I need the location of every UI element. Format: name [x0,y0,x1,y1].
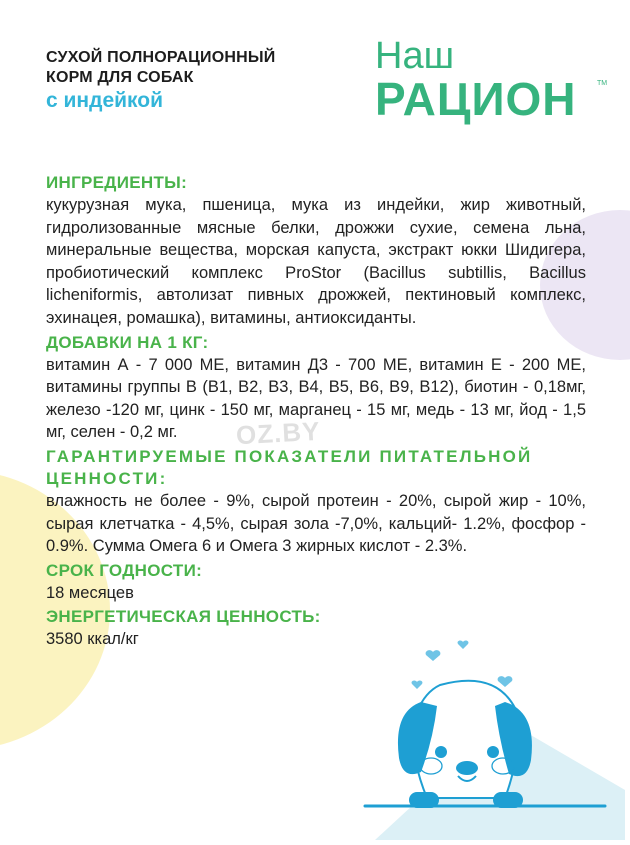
guaranteed-title: ГАРАНТИРУЕМЫЕ ПОКАЗАТЕЛИ ПИТАТЕЛЬНОЙ ЦЕННОСТИ: [46,446,533,488]
brand-logo [375,35,608,125]
logo-trademark: TM [597,80,608,87]
additives-text: витамин А - 7 000 МЕ, витамин Д3 - 700 МЕ, витамин Е - 200 МЕ, витамины группы В (В1, В2, В3, В4, В5, В6, В9, В12), биотин - 0,18мг, железо -120 мг, цинк - 150 мг, марганец - 15 мг, медь - 13 мг, йод - 1,5 мг, селен - 0,2 мг. [46,355,586,442]
energy-title: ЭНЕРГЕТИЧЕСКАЯ ЦЕННОСТЬ: [46,607,321,627]
product-header [46,48,275,114]
label-content [46,172,586,653]
logo-line-1: Наш [375,35,455,77]
header-line-1: СУХОЙ ПОЛНОРАЦИОННЫЙ [46,49,276,66]
shelf-life-title: СРОК ГОДНОСТИ: [46,560,203,580]
ingredients-title: ИНГРЕДИЕНТЫ: [46,173,188,192]
ingredients-text: кукурузная мука, пшеница, мука из индейки, жир животный, гидролизованные мясные белки, дрожжи сухие, семена льна, минеральные вещества, морская капуста, экстракт юкки Шидигера, пробиотический комплекс ProStor (Bacillus subtillis, Bacillus licheniformis, автолизат пивных дрожжей, пектиновый комплекс, эхинацея, ромашка), витамины, антиоксиданты. [46,196,586,327]
energy-text: 3580 ккал/кг [46,630,139,649]
header-line-2: КОРМ ДЛЯ СОБАК [46,69,194,86]
shelf-life-text: 18 месяцев [46,583,134,602]
logo-line-2: РАЦИОН [375,73,577,125]
dog-icon [355,640,625,840]
additives-title: ДОБАВКИ НА 1 КГ: [46,332,209,352]
header-flavor: с индейкой [46,89,163,112]
watermark-text: OZ.BY [235,415,322,451]
guaranteed-text: влажность не более - 9%, сырой протеин - 20%, сырой жир - 10%, сырая клетчатка - 4,5%, сырая зола -7,0%, кальций- 1.2%, фосфор - 0.9%. Сумма Омега 6 и Омега 3 жирных кислот - 2.3%. [46,491,586,556]
dog-illustration [355,640,625,845]
